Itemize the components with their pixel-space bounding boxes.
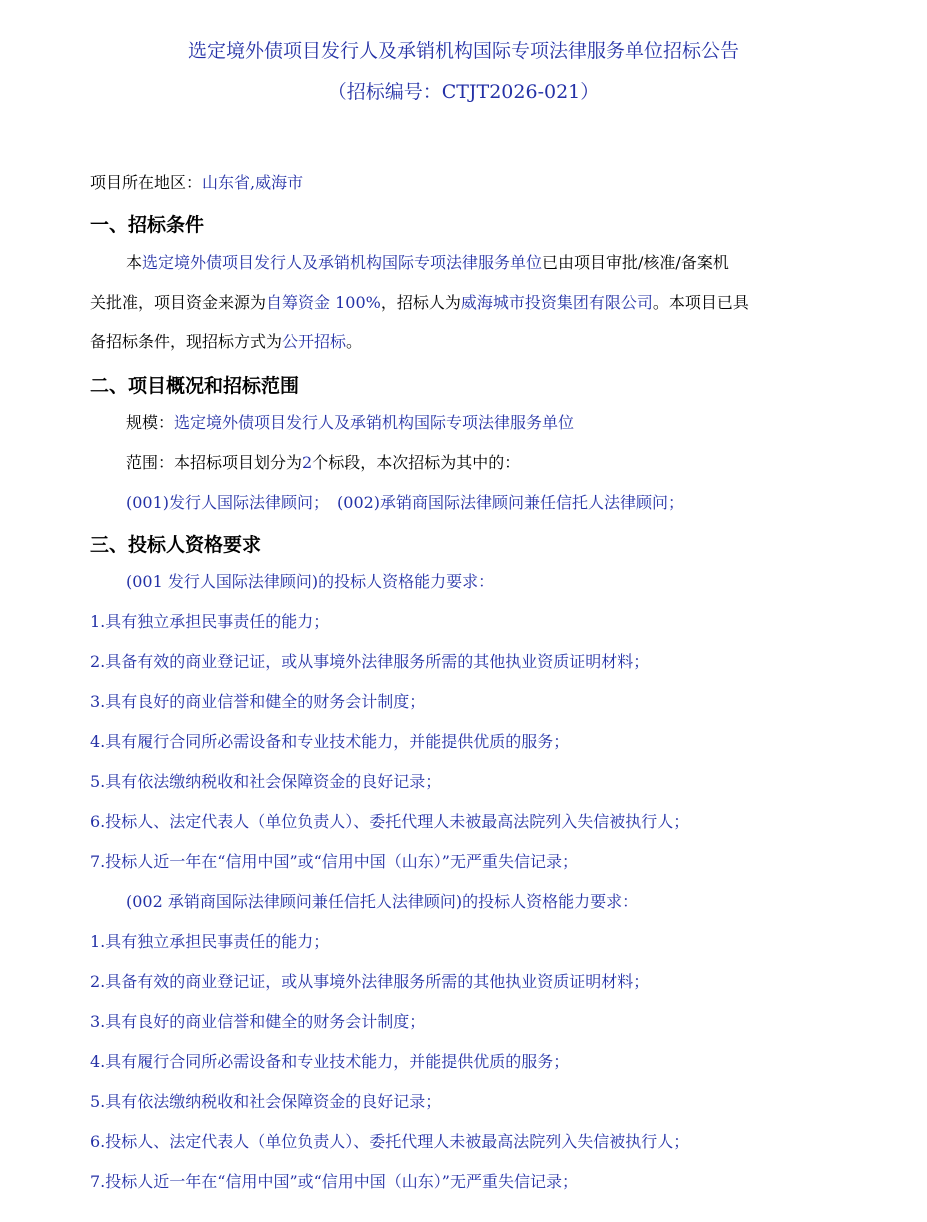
text: 范围：本招标项目划分为 (126, 453, 303, 472)
lot2-requirement-1: 1.具有独立承担民事责任的能力； (90, 932, 330, 951)
lot1-requirement-1: 1.具有独立承担民事责任的能力； (90, 612, 330, 631)
bid-number: （招标编号：CTJT2026-021） (327, 81, 600, 103)
lot1-requirement-7: 7.投标人近一年在“信用中国”或“信用中国（山东）”无严重失信记录； (90, 852, 578, 871)
lot1-requirement-6: 6.投标人、法定代表人（单位负责人）、委托代理人未被最高法院列入失信被执行人； (90, 812, 690, 831)
text: 已由项目审批/核准/备案机 (542, 253, 729, 272)
lot2-requirement-2: 2.具备有效的商业登记证，或从事境外法律服务所需的其他执业资质证明材料； (90, 972, 650, 991)
conditions-line-2 (90, 292, 749, 314)
document-title: 选定境外债项目发行人及承销机构国际专项法律服务单位招标公告 (187, 40, 739, 62)
project-region (90, 172, 303, 194)
lot1-requirement-5: 5.具有依法缴纳税收和社会保障资金的良好记录； (90, 772, 442, 791)
scale-line (126, 412, 574, 434)
text: 个标段，本次招标为其中的： (312, 453, 521, 472)
conditions-line-3 (90, 331, 362, 353)
section-heading-1: 一、招标条件 (90, 214, 205, 236)
project-name: 选定境外债项目发行人及承销机构国际专项法律服务单位 (142, 253, 543, 272)
text: 备招标条件，现招标方式为 (90, 332, 283, 351)
text: 。 (346, 332, 363, 351)
lot1-requirement-3: 3.具有良好的商业信誉和健全的财务会计制度； (90, 692, 426, 711)
text: 。本项目已具 (652, 293, 749, 312)
text: 本 (126, 253, 143, 272)
conditions-line-1 (126, 252, 729, 274)
tender-method: 公开招标 (282, 332, 347, 351)
text: ，招标人为 (380, 293, 461, 312)
region-label: 项目所在地区： (90, 173, 203, 192)
lot2-requirement-7: 7.投标人近一年在“信用中国”或“信用中国（山东）”无严重失信记录； (90, 1172, 578, 1191)
lot2-requirement-3: 3.具有良好的商业信誉和健全的财务会计制度； (90, 1012, 426, 1031)
lot2-requirement-4: 4.具有履行合同所必需设备和专业技术能力，并能提供优质的服务； (90, 1052, 570, 1071)
section-heading-3: 三、投标人资格要求 (90, 534, 262, 556)
text: 关批准，项目资金来源为 (90, 293, 267, 312)
scale-label: 规模： (126, 413, 175, 432)
lot-count: 2 (302, 453, 313, 472)
region-value: 山东省,威海市 (202, 173, 304, 192)
section-heading-2: 二、项目概况和招标范围 (90, 375, 300, 397)
funding-source: 自筹资金 100% (266, 293, 381, 312)
lot1-requirement-2: 2.具备有效的商业登记证，或从事境外法律服务所需的其他执业资质证明材料； (90, 652, 650, 671)
lots-line: (001)发行人国际法律顾问； (002)承销商国际法律顾问兼任信托人法律顾问； (126, 493, 685, 512)
lot2-requirement-5: 5.具有依法缴纳税收和社会保障资金的良好记录； (90, 1092, 442, 1111)
lot2-requirement-6: 6.投标人、法定代表人（单位负责人）、委托代理人未被最高法院列入失信被执行人； (90, 1132, 690, 1151)
lot1-requirement-4: 4.具有履行合同所必需设备和专业技术能力，并能提供优质的服务； (90, 732, 570, 751)
tenderer-name: 威海城市投资集团有限公司 (460, 293, 653, 312)
scale-value: 选定境外债项目发行人及承销机构国际专项法律服务单位 (174, 413, 575, 432)
scope-line (126, 452, 520, 474)
lot1-requirements-heading: (001 发行人国际法律顾问)的投标人资格能力要求： (126, 572, 495, 591)
lot2-requirements-heading: (002 承销商国际法律顾问兼任信托人法律顾问)的投标人资格能力要求： (126, 892, 639, 911)
